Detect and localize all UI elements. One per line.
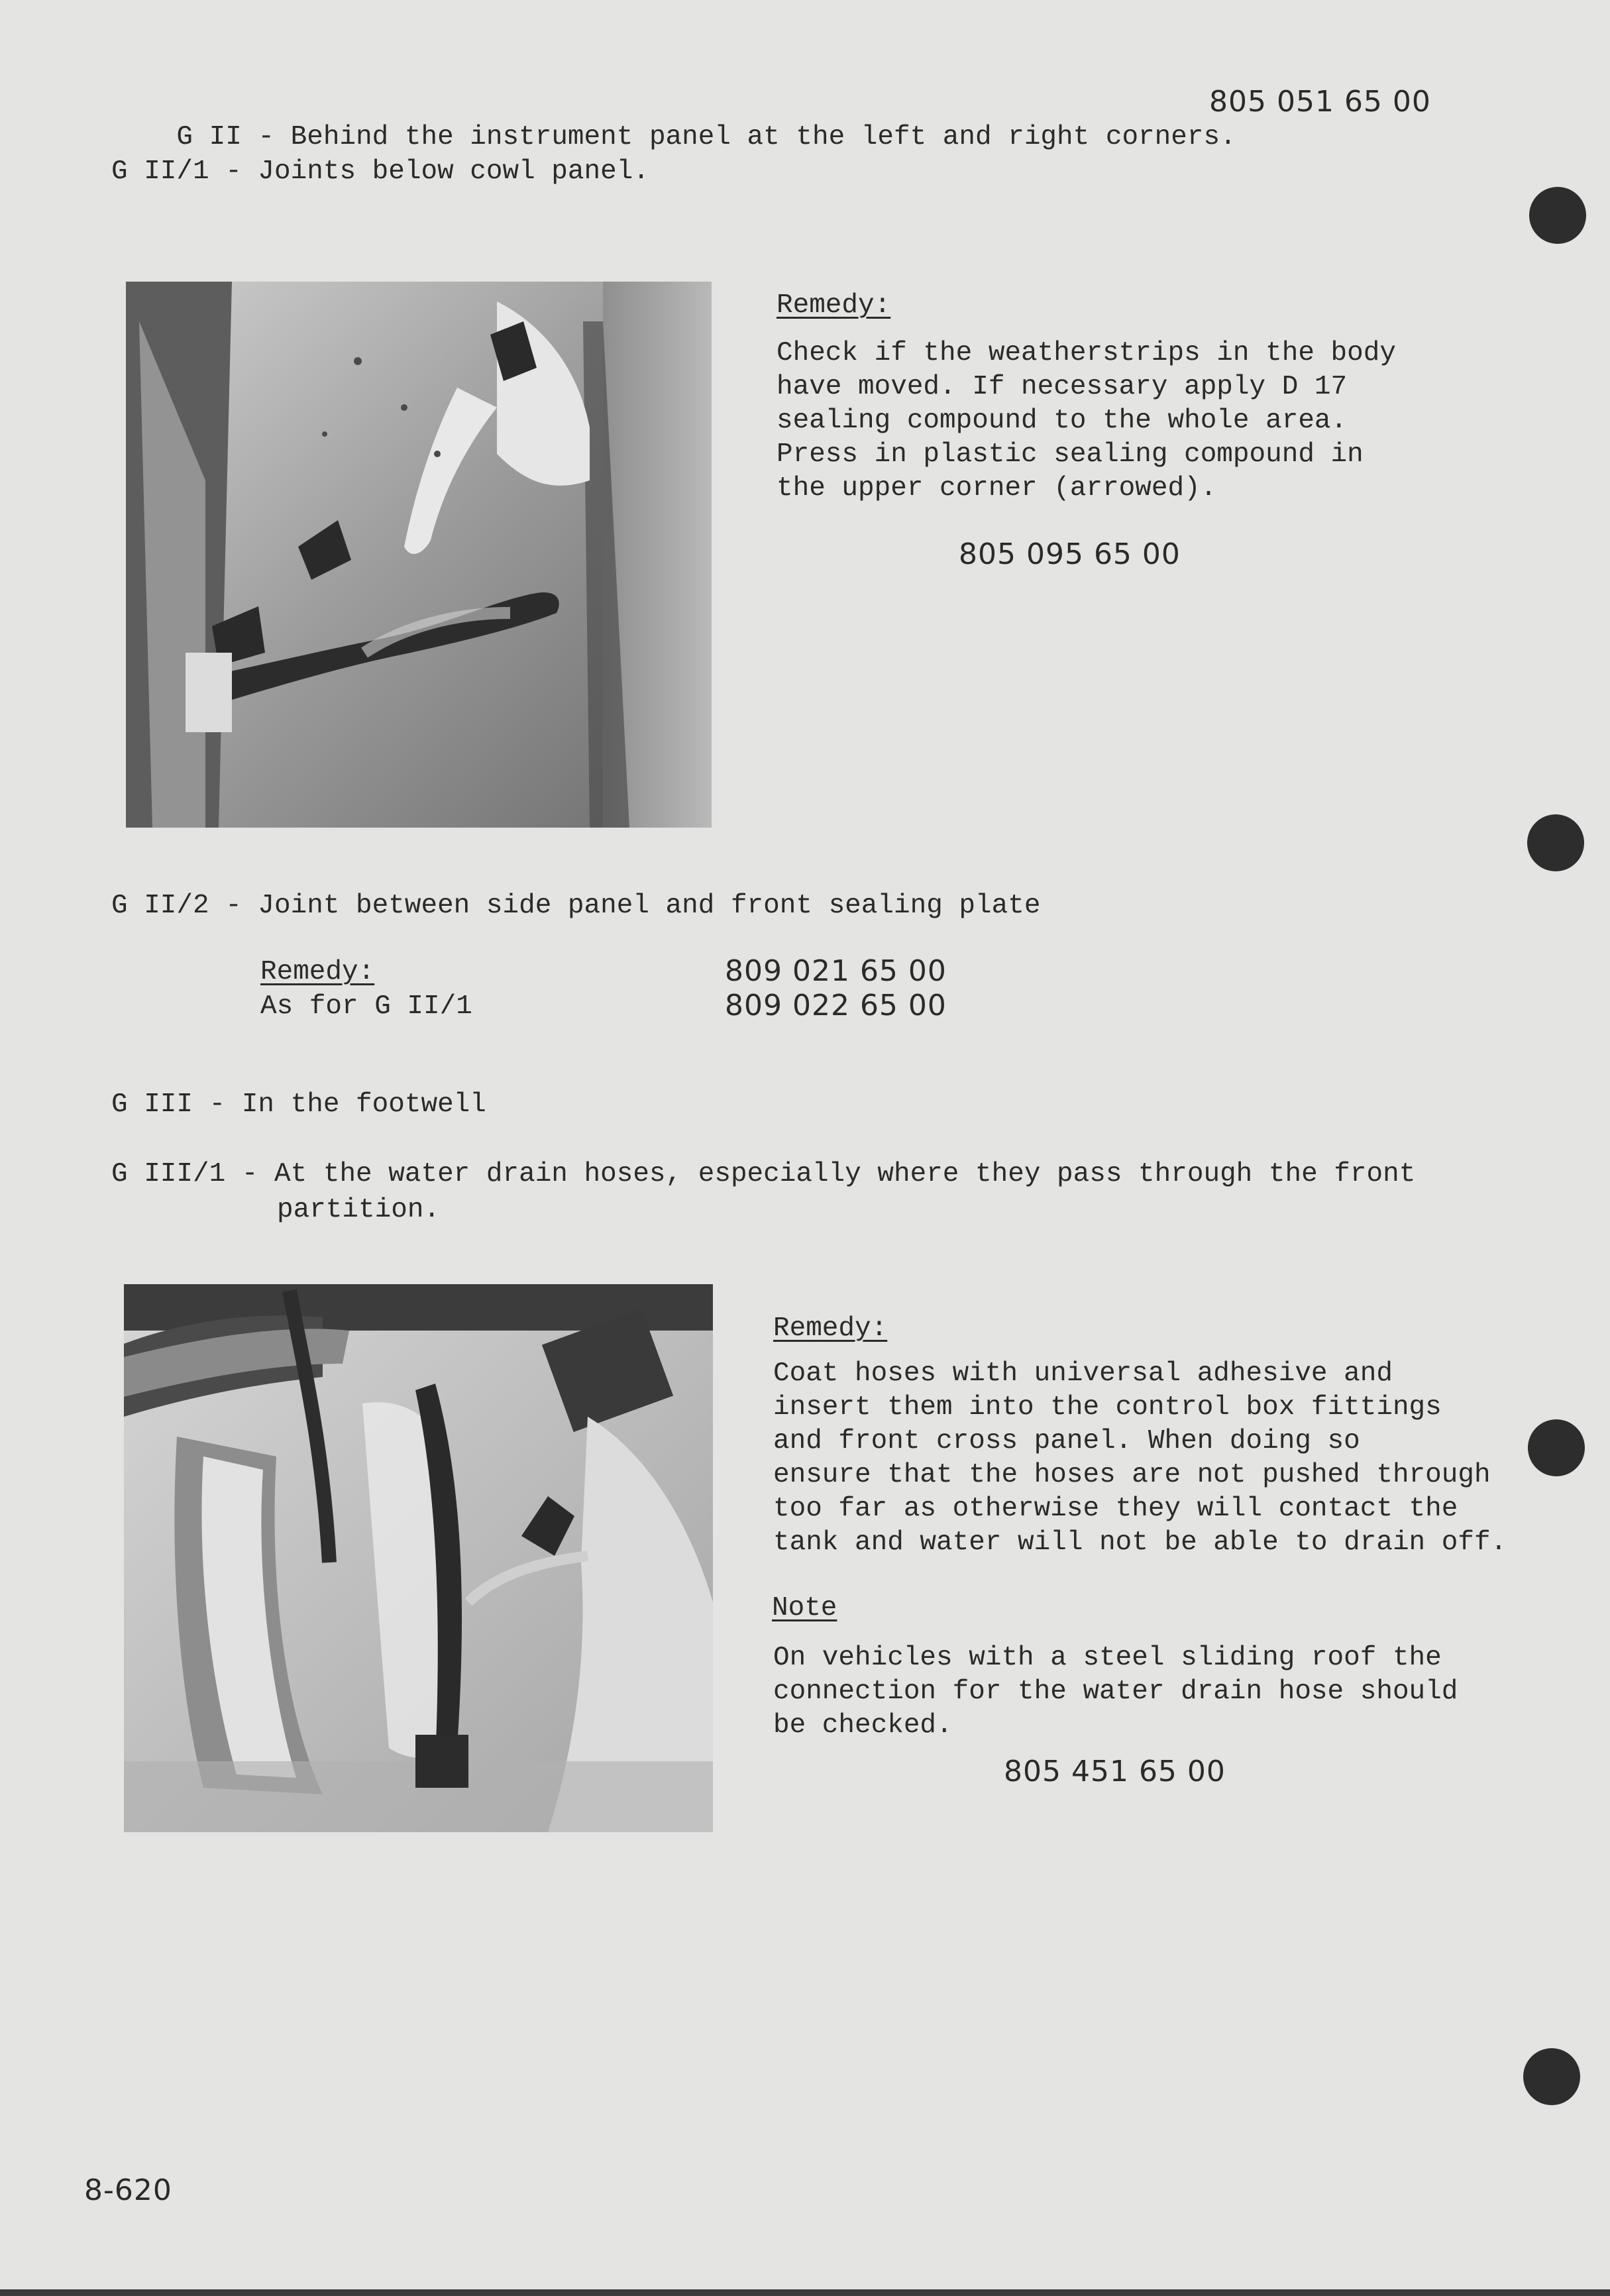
binder-hole-1 [1529, 187, 1586, 244]
giii-heading: G III - In the footwell [111, 1089, 486, 1120]
binder-hole-4 [1523, 2048, 1580, 2105]
giii1-note-label: Note [772, 1593, 837, 1623]
gii2-part-number-2: 809 022 65 00 [725, 989, 947, 1022]
gii2-heading: G II/2 - Joint between side panel and front sealing plate [111, 891, 1041, 921]
gii-heading-text: G II - Behind the instrument panel at the left and right corners. [176, 122, 1236, 152]
photo-drain-hoses-image [124, 1284, 713, 1832]
page-bottom-edge [0, 2289, 1610, 2296]
giii1-heading-line2: partition. [277, 1195, 441, 1225]
binder-hole-3 [1528, 1419, 1585, 1476]
gii2-remedy-text: As for G II/1 [260, 991, 472, 1022]
binder-hole-2 [1527, 814, 1584, 871]
gii1-heading: G II/1 - Joints below cowl panel. [111, 156, 649, 187]
gii-part-number: 805 051 65 00 [1209, 85, 1431, 119]
gii1-remedy-label: Remedy: [777, 290, 891, 321]
photo-cowl-panel-joints [126, 282, 712, 828]
gii2-remedy-label: Remedy: [260, 957, 375, 987]
gii1-part-number: 805 095 65 00 [959, 537, 1181, 571]
gii1-remedy-text: Check if the weatherstrips in the body have moved. If necessary apply D 17 sealing compound to the whole area. Press in plastic sealing compound in the upper corner (arrowed). [777, 338, 1396, 504]
page-number: 8-620 [84, 2173, 172, 2207]
photo-cowl-panel-image [126, 282, 712, 828]
giii1-note-text: On vehicles with a steel sliding roof the connection for the water drain hose should be checked. [773, 1643, 1458, 1741]
giii1-remedy-text: Coat hoses with universal adhesive and insert them into the control box fittings and front cross panel. When doing so ensure that the hoses are not pushed through too far as otherwise they will contact the tank and water will not be able to drain off. [773, 1358, 1507, 1558]
giii1-part-number: 805 451 65 00 [1004, 1755, 1226, 1788]
giii1-heading-line1: G III/1 - At the water drain hoses, especially where they pass through the front [111, 1159, 1416, 1189]
gii2-part-number-1: 809 021 65 00 [725, 954, 947, 988]
photo-water-drain-hoses [124, 1284, 713, 1832]
giii1-remedy-label: Remedy: [773, 1313, 888, 1344]
